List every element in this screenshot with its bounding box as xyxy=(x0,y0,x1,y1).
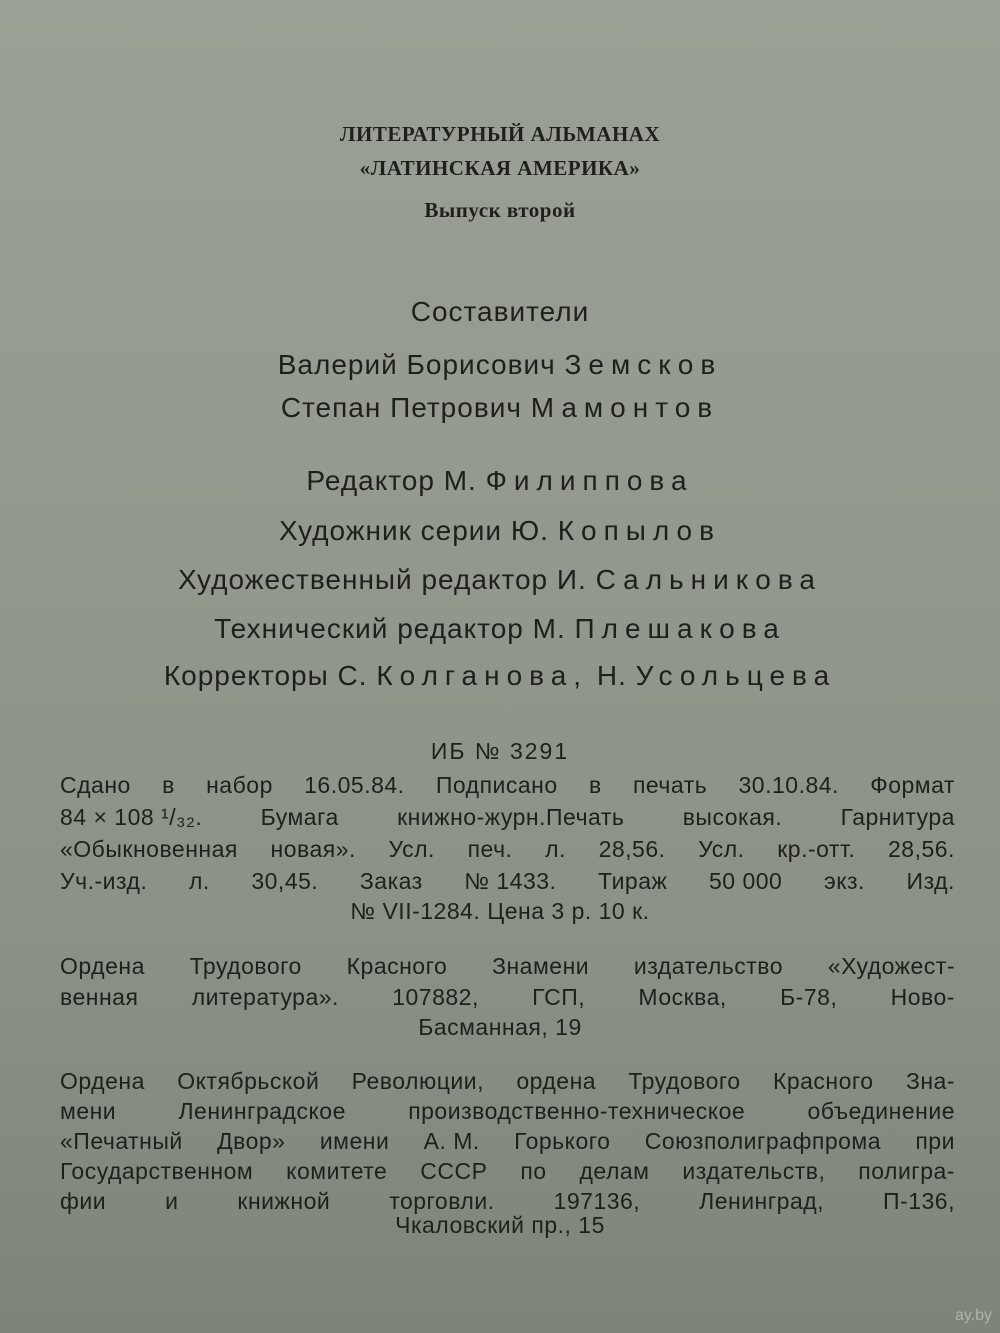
imprint-word: Формат xyxy=(870,772,955,798)
printer-line-5 xyxy=(60,1188,955,1215)
art-editor-line xyxy=(0,564,1000,596)
issue-label: Выпуск второй xyxy=(424,198,576,222)
imprint-word: Октябрьской xyxy=(177,1068,320,1094)
imprint-word: ордена xyxy=(516,1068,597,1094)
imprint-word: новая». xyxy=(270,836,356,862)
imprint-word: Уч.-изд. xyxy=(60,868,148,894)
imprint-word: торговли. xyxy=(389,1188,495,1214)
publisher-line-3: Басманная, 19 xyxy=(418,1014,582,1040)
compilers-label: Составители xyxy=(410,296,590,327)
imprint-word: кр.-отт. xyxy=(777,836,856,862)
imprint-word: 197136, xyxy=(553,1188,641,1214)
imprint-word: книжной xyxy=(237,1188,331,1214)
imprint-word: Трудового xyxy=(189,953,302,979)
imprint-word: Красного xyxy=(346,953,448,979)
imprint-word: Тираж xyxy=(598,868,668,894)
imprint-word: 84 × 108 ¹/₃₂. xyxy=(60,804,203,830)
imprint-word: «Художест- xyxy=(827,953,955,979)
printer-line-3 xyxy=(60,1128,955,1155)
art-editor-name: Сальникова xyxy=(595,564,822,595)
compiler-2-name: Степан Петрович xyxy=(280,392,522,423)
imprint-word: книжно-журн.Печать xyxy=(397,804,625,830)
compiler-1 xyxy=(0,349,1000,381)
publisher-line-2 xyxy=(60,984,955,1011)
imprint-word: Ленинград, xyxy=(699,1188,825,1214)
printer-line-4 xyxy=(60,1158,955,1185)
imprint-word: издательств, xyxy=(682,1158,826,1184)
imprint-word: П-136, xyxy=(883,1188,955,1214)
tech-editor-line xyxy=(0,613,1000,645)
compiler-1-name: Валерий Борисович xyxy=(277,349,556,380)
imprint-word: Б-78, xyxy=(780,984,838,1010)
imprint-word: Революции, xyxy=(351,1068,484,1094)
imprint-line-1 xyxy=(60,772,955,799)
site-watermark: ay.by xyxy=(954,1307,992,1324)
imprint-word: Союзполиграфпрома xyxy=(644,1128,882,1154)
imprint-line-5: № VII-1284. Цена 3 р. 10 к. xyxy=(350,898,650,924)
proofreader-2: Усольцева xyxy=(635,660,837,691)
imprint-word: мени xyxy=(60,1098,117,1124)
editor-name: Филиппова xyxy=(485,465,694,496)
proofreaders-role: Корректоры С. xyxy=(163,660,368,691)
imprint-word: делам xyxy=(579,1158,650,1184)
imprint-word: комитете xyxy=(286,1158,388,1184)
imprint-word: объединение xyxy=(807,1098,955,1124)
imprint-word: в xyxy=(588,772,602,798)
imprint-word: 28,56. xyxy=(888,836,955,862)
imprint-word: л. xyxy=(188,868,210,894)
imprint-word: Ордена xyxy=(60,953,145,979)
imprint-word: печать xyxy=(632,772,708,798)
artist-role: Художник серии Ю. xyxy=(279,515,549,546)
imprint-word: Знамени xyxy=(492,953,590,979)
compiler-2 xyxy=(0,392,1000,424)
imprint-line-3 xyxy=(60,836,955,863)
imprint-word: фии xyxy=(60,1188,107,1214)
imprint-word: экз. xyxy=(823,868,865,894)
editor-line xyxy=(0,465,1000,497)
artist-line xyxy=(0,515,1000,547)
imprint-word: «Печатный xyxy=(60,1128,183,1154)
proofreader-2-initial: Н. xyxy=(596,660,627,691)
editor-role: Редактор М. xyxy=(306,465,477,496)
tech-editor-role: Технический редактор М. xyxy=(214,613,566,644)
imprint-word: в xyxy=(162,772,175,798)
imprint-word: Зна- xyxy=(905,1068,955,1094)
imprint-word: по xyxy=(520,1158,547,1184)
imprint-word: 30,45. xyxy=(251,868,319,894)
ib-number: ИБ № 3291 xyxy=(430,738,570,764)
artist-name: Копылов xyxy=(557,515,721,546)
imprint-word: Усл. xyxy=(388,836,435,862)
imprint-word: А. М. xyxy=(423,1128,480,1154)
imprint-word: и xyxy=(165,1188,179,1214)
imprint-word: набор xyxy=(206,772,273,798)
imprint-word: издательство xyxy=(633,953,784,979)
imprint-word: Ленинградское xyxy=(178,1098,346,1124)
imprint-word: ГСП, xyxy=(532,984,586,1010)
imprint-word: 50 000 xyxy=(709,868,783,894)
imprint-line-4 xyxy=(60,868,955,895)
imprint-word: высокая. xyxy=(682,804,783,830)
compiler-2-surname: Мамонтов xyxy=(530,392,720,423)
imprint-word: при xyxy=(915,1128,955,1154)
proofreaders-line xyxy=(0,660,1000,692)
printer-line-1 xyxy=(60,1068,955,1095)
imprint-word: СССР xyxy=(420,1158,488,1184)
imprint-word: Усл. xyxy=(698,836,745,862)
imprint-word: Государственном xyxy=(60,1158,254,1184)
publisher-line-1 xyxy=(60,953,955,980)
imprint-word: имени xyxy=(319,1128,390,1154)
imprint-word: Гарнитура xyxy=(840,804,955,830)
imprint-word: л. xyxy=(545,836,566,862)
proofreader-1: Колганова, xyxy=(376,660,589,691)
art-editor-role: Художественный редактор И. xyxy=(178,564,587,595)
imprint-word: Заказ xyxy=(359,868,423,894)
imprint-word: 28,56. xyxy=(598,836,666,862)
printer-line-6: Чкаловский пр., 15 xyxy=(395,1212,605,1238)
imprint-word: Трудового xyxy=(628,1068,741,1094)
printer-line-2 xyxy=(60,1098,955,1125)
almanac-subtitle: «ЛАТИНСКАЯ АМЕРИКА» xyxy=(359,156,641,180)
compiler-1-surname: Земсков xyxy=(564,349,723,380)
tech-editor-name: Плешакова xyxy=(574,613,786,644)
imprint-word: Красного xyxy=(772,1068,874,1094)
imprint-line-2 xyxy=(60,804,955,831)
imprint-word: производственно-техническое xyxy=(408,1098,746,1124)
imprint-word: Сдано xyxy=(60,772,131,798)
imprint-word: 16.05.84. xyxy=(304,772,405,798)
imprint-word: Бумага xyxy=(260,804,339,830)
imprint-word: № 1433. xyxy=(464,868,557,894)
imprint-word: «Обыкновенная xyxy=(60,836,238,862)
imprint-word: Ордена xyxy=(60,1068,145,1094)
imprint-word: печ. xyxy=(467,836,513,862)
almanac-title: ЛИТЕРАТУРНЫЙ АЛЬМАНАХ xyxy=(339,122,661,146)
imprint-word: Москва, xyxy=(638,984,727,1010)
imprint-word: литература». xyxy=(191,984,339,1010)
imprint-word: Подписано xyxy=(435,772,558,798)
imprint-word: венная xyxy=(60,984,139,1010)
imprint-word: Горького xyxy=(514,1128,611,1154)
imprint-word: 107882, xyxy=(392,984,479,1010)
imprint-word: Изд. xyxy=(906,868,955,894)
imprint-word: Ново- xyxy=(890,984,955,1010)
imprint-word: полигра- xyxy=(858,1158,955,1184)
imprint-word: 30.10.84. xyxy=(738,772,839,798)
imprint-word: Двор» xyxy=(217,1128,286,1154)
